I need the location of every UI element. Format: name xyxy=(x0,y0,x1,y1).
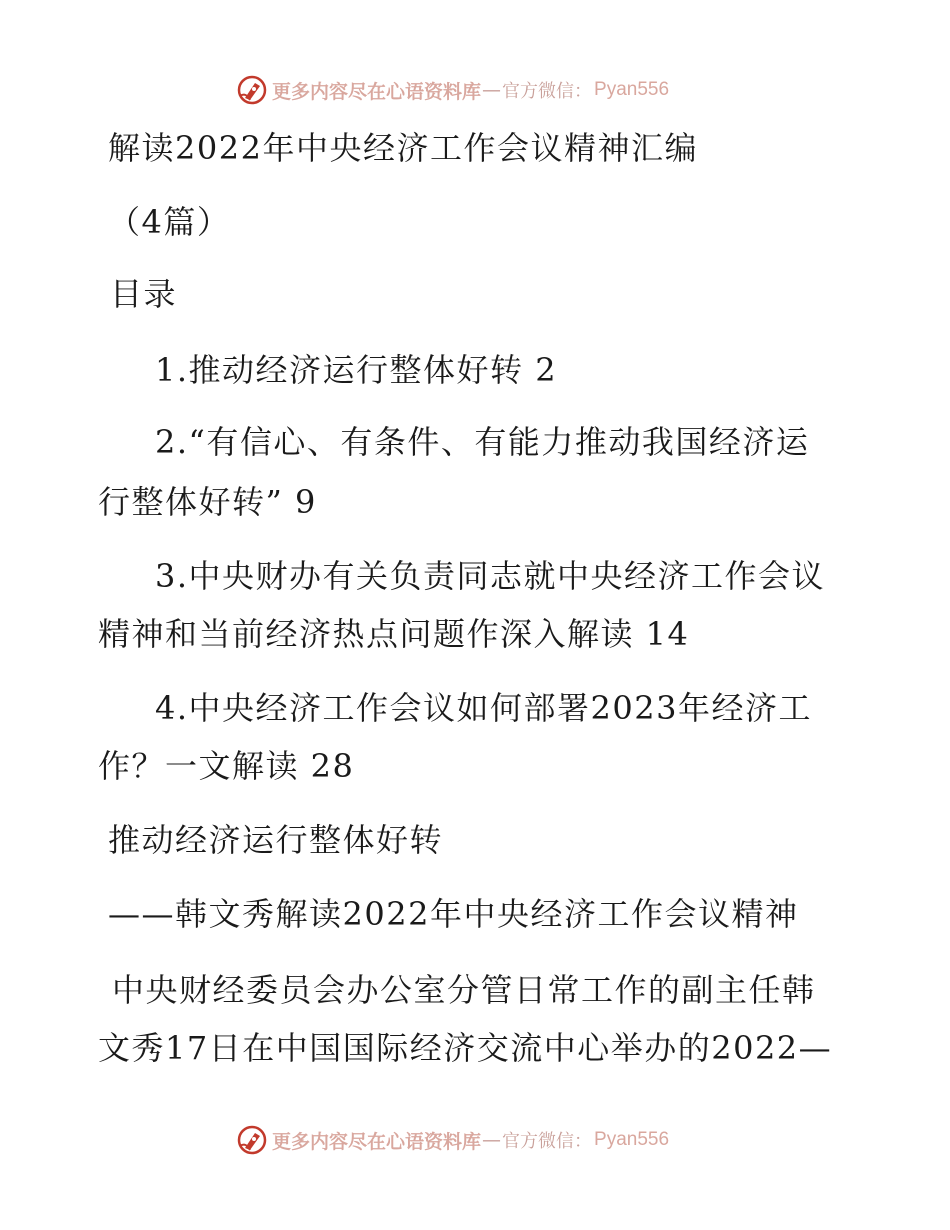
toc-item-3-line-2[interactable]: 精神和当前经济热点问题作深入解读 14 xyxy=(98,615,690,653)
watermark-header xyxy=(236,73,669,107)
toc-item-4-line-2[interactable]: 作？一文解读 28 xyxy=(98,747,355,785)
toc-item-2-line-1[interactable]: 2.“有信心、有条件、有能力推动我国经济运 xyxy=(155,423,810,461)
document-count: （4篇） xyxy=(108,203,231,241)
watermark-label: 官方微信： xyxy=(502,81,593,102)
watermark-site-text: 更多内容尽在心语资料库 xyxy=(272,80,482,103)
pen-nib-circle-icon xyxy=(236,1124,268,1156)
watermark-dash: — xyxy=(482,1129,502,1151)
body-paragraph-line-2: 文秀17日在中国国际经济交流中心举办的2022— xyxy=(98,1029,833,1067)
watermark-footer xyxy=(236,1123,669,1157)
watermark-site-text: 更多内容尽在心语资料库 xyxy=(272,1130,482,1153)
toc-item-3-line-1[interactable]: 3.中央财办有关负责同志就中央经济工作会议 xyxy=(155,557,826,595)
body-paragraph-line-1: 中央财经委员会办公室分管日常工作的副主任韩 xyxy=(112,971,816,1009)
toc-heading: 目录 xyxy=(110,275,178,313)
watermark-dash: — xyxy=(482,79,502,101)
toc-item-4-line-1[interactable]: 4.中央经济工作会议如何部署2023年经济工 xyxy=(155,689,812,727)
toc-item-1[interactable]: 1.推动经济运行整体好转 2 xyxy=(155,351,558,389)
pen-nib-circle-icon xyxy=(236,74,268,106)
section-subtitle: ——韩文秀解读2022年中央经济工作会议精神 xyxy=(108,895,799,933)
document-title: 解读2022年中央经济工作会议精神汇编 xyxy=(108,129,698,167)
section-title: 推动经济运行整体好转 xyxy=(108,821,444,859)
watermark-wechat-id: Pyan556 xyxy=(594,79,670,100)
toc-item-2-line-2[interactable]: 行整体好转” 9 xyxy=(98,483,317,521)
watermark-wechat-id: Pyan556 xyxy=(594,1129,670,1150)
watermark-label: 官方微信： xyxy=(502,1131,593,1152)
